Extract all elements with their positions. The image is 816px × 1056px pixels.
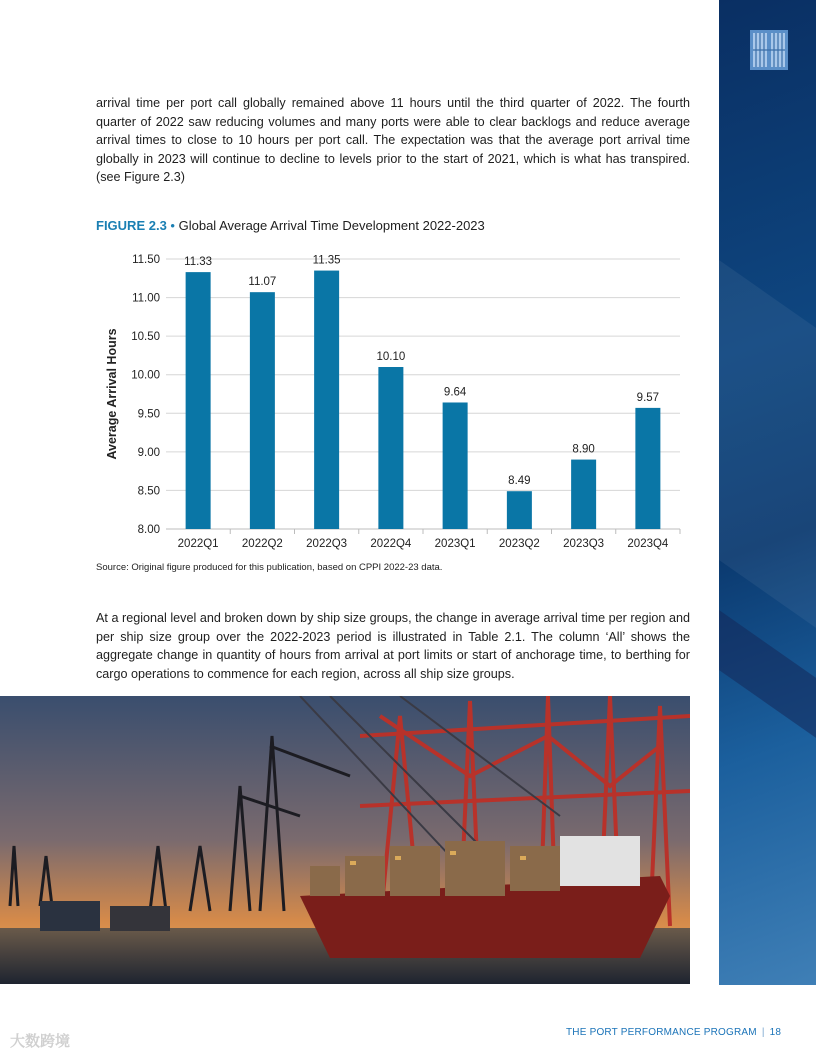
bar	[314, 271, 339, 529]
figure-title: Global Average Arrival Time Development 2022-2023	[178, 218, 485, 233]
x-tick-label: 2022Q1	[177, 538, 219, 550]
bar	[378, 367, 403, 529]
port-cranes-photo	[0, 696, 690, 984]
bar-value-label: 9.64	[443, 386, 467, 399]
y-tick-label: 8.00	[137, 524, 160, 536]
page-footer	[566, 1027, 781, 1038]
body-paragraph-2: At a regional level and broken down by ship size groups, the change in average arrival time per region and per ship size group over the 2022-2023 period is illustrated in Table 2.1. The column ‘All’ shows the aggregate change in quantity of hours from arrival at port limits or start of anchorage time, to berthing for cargo operations to commence for each region, across all ship size groups.	[96, 611, 690, 681]
bar-value-label: 11.07	[248, 276, 277, 289]
figure-label: FIGURE 2.3	[96, 218, 167, 233]
watermark-text: 大数跨境	[10, 1033, 71, 1050]
arrival-time-bar-chart	[96, 245, 696, 560]
x-tick-label: 2023Q1	[434, 538, 476, 550]
side-decorative-band	[719, 0, 816, 985]
x-tick-label: 2023Q4	[627, 538, 669, 550]
y-tick-label: 11.50	[132, 254, 160, 266]
bar	[507, 491, 532, 529]
x-tick-label: 2023Q3	[563, 538, 605, 550]
bar-value-label: 9.57	[636, 391, 660, 404]
bar-value-label: 8.90	[572, 443, 595, 456]
bar	[186, 272, 211, 529]
bar	[443, 402, 468, 529]
bar-value-label: 8.49	[508, 475, 531, 488]
bar-value-label: 11.33	[184, 256, 213, 269]
figure-caption	[96, 218, 485, 233]
bar	[250, 292, 275, 529]
y-tick-label: 9.00	[137, 446, 160, 459]
y-axis-title: Average Arrival Hours	[105, 328, 119, 460]
bar	[571, 460, 596, 529]
x-tick-label: 2022Q3	[306, 538, 348, 550]
page-number: 18	[769, 1027, 782, 1038]
figure-bullet: •	[170, 218, 175, 233]
y-tick-label: 8.50	[137, 485, 160, 498]
y-tick-label: 9.50	[137, 408, 160, 421]
x-tick-label: 2022Q2	[241, 538, 283, 550]
bar-value-label: 10.10	[376, 351, 406, 363]
footer-separator: |	[761, 1027, 765, 1038]
x-tick-label: 2022Q4	[370, 538, 412, 550]
body-paragraph-1: arrival time per port call globally remained above 11 hours until the third quarter of 2022. The fourth quarter of 2022 saw reducing volumes and many ports were able to clear backlogs and reduce average arrival times to close to 10 hours per port call. The expectation was that the average port arrival time globally in 2023 will continue to decline to levels prior to the start of 2021, which is what has transpired. (see Figure 2.3)	[96, 96, 690, 185]
y-tick-label: 11.00	[132, 292, 160, 305]
figure-source: Source: Original figure produced for this publication, based on CPPI 2022-23 data.	[96, 562, 443, 573]
x-tick-label: 2023Q2	[498, 538, 540, 550]
container-logo-icon	[750, 30, 788, 70]
bar	[635, 408, 660, 529]
bar-value-label: 11.35	[312, 254, 341, 267]
y-tick-label: 10.50	[131, 331, 160, 344]
footer-program-name: THE PORT PERFORMANCE PROGRAM	[566, 1027, 757, 1038]
y-tick-label: 10.00	[131, 369, 160, 382]
